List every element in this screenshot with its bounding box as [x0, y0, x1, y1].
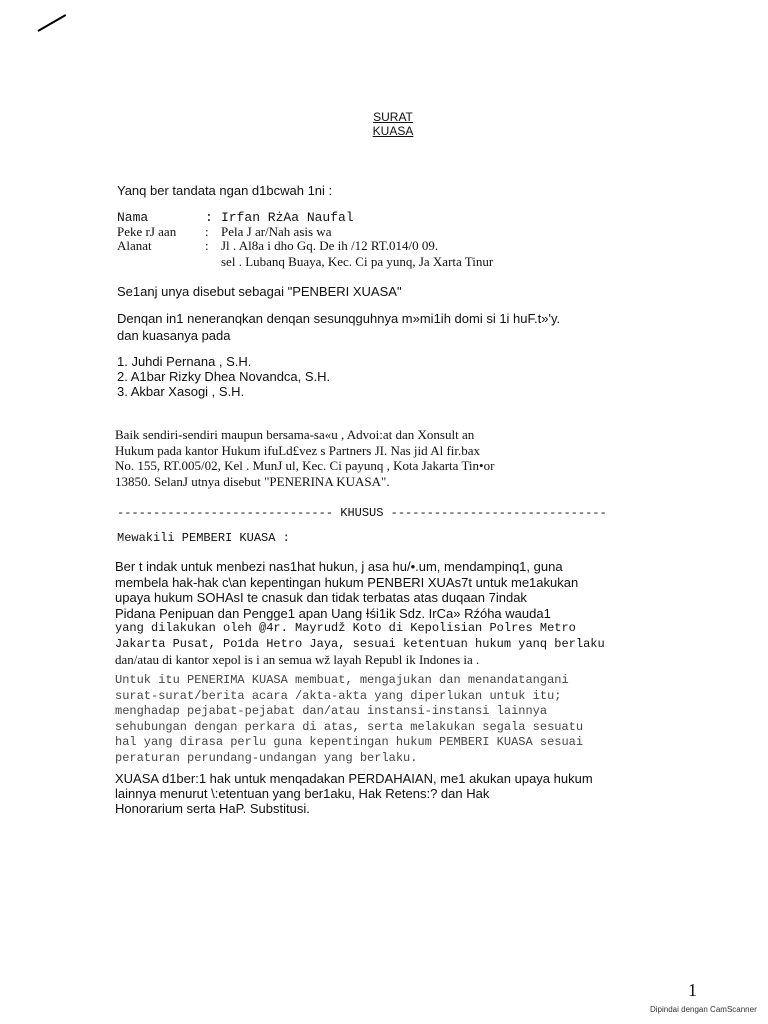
- title-line-1: SURAT: [373, 110, 413, 124]
- powers-line: Untuk itu PENERIMA KUASA membuat, mengajukan dan menandatangani: [115, 673, 569, 687]
- powers-line: surat-surat/berita acara /akta-akta yang diperlukan untuk itu;: [115, 688, 562, 703]
- name-value: Irfan RżAa Naufal: [221, 210, 354, 225]
- settlement-line: XUASA d1ber:1 hak untuk menqadakan PERDAHAIAN, me1 akukan upaya hukum: [115, 771, 593, 786]
- attorney-item: 1. Juhdi Pernana , S.H.: [117, 354, 252, 369]
- pen-mark: [38, 14, 67, 32]
- mandate-paragraph: [115, 559, 605, 668]
- mandate-line: membela hak-hak c\an kepentingan hukum PENBERI XUAs7t untuk me1akukan: [115, 574, 579, 590]
- attorney-item: 2. A1bar Rizky Dhea Novandca, S.H.: [117, 369, 331, 384]
- mandate-line: Jakarta Pusat, Po1da Hetro Jaya, sesuai ketentuan hukum yanq berlaku: [115, 636, 605, 651]
- mandate-line: upaya hukum SOHAsI te cnasuk dan tidak terbatas atas duqaan 7indak: [115, 590, 527, 605]
- declaration-line-2: dan kuasanya pada: [117, 328, 231, 343]
- address-value: Jl . Al8a i dho Gq. De ih /12 RT.014/0 09.: [221, 238, 439, 253]
- firm-line: Hukum pada kantor Hukum ifuLd£vez s Partners JI. Nas jid Al fir.bax: [115, 442, 481, 458]
- address-line-2: sel . Lubanq Buaya, Kec. Ci pa yunq, Ja Xarta Tinur: [221, 254, 494, 269]
- grantor-job-row: Peke rJ aan : Pela J ar/Nah asis wa: [117, 224, 332, 239]
- powers-line: sehubungan dengan perkara di atas, serta melakukan segala sesuatu: [115, 719, 584, 734]
- name-label: Nama: [117, 210, 149, 225]
- declaration-line-1: Denqan in1 neneranqkan denqan sesunqguhnya m»mi1ih domi si 1i huF.t»'y.: [117, 311, 561, 326]
- title-line-2: KUASA: [372, 124, 414, 138]
- job-value: Pela J ar/Nah asis wa: [221, 224, 332, 239]
- firm-line: Baik sendiri-sendiri maupun bersama-sa«u , Advoi:at dan Xonsult an: [115, 427, 475, 442]
- address-label: Alanat: [117, 238, 152, 253]
- job-label: Peke rJ aan: [117, 224, 177, 239]
- powers-line: hal yang dirasa perlu guna kepentingan hukum PEMBERI KUASA sesuai: [115, 735, 584, 749]
- settlement-paragraph: [115, 771, 593, 816]
- mandate-line: Ber t indak untuk menbezi nas1hat hukun, j asa hu/•.um, mendampinq1, guna: [115, 559, 563, 574]
- settlement-line: Honorarium serta HaP. Substitusi.: [115, 801, 310, 816]
- mandate-line: Pidana Penipuan dan Pengge1 apan Uang Ɨśi1ik Sdz. IrCa» Rźóha wauda1: [115, 605, 551, 621]
- powers-paragraph: [115, 673, 583, 766]
- intro-line: Yanq ber tandata ngan d1bcwah 1ni :: [117, 183, 333, 198]
- mandate-line: dan/atau di kantor xepol is i an semua wž layah Republ ik Indones ia .: [115, 652, 480, 667]
- khusus-divider: ------------------------------ KHUSUS ------------------------------: [117, 506, 607, 520]
- firm-line: 13850. SelanJ utnya disebut "PENERINA KUASA".: [115, 473, 390, 489]
- grantor-designation: Se1anj unya disebut sebagai "PENBERI XUASA": [117, 284, 402, 299]
- firm-line: No. 155, RT.005/02, Kel . MunJ ul, Kec. Ci payunq , Kota Jakarta Tin•or: [115, 458, 495, 473]
- firm-paragraph: [115, 427, 663, 489]
- scanner-watermark: Dipindai dengan CamScanner: [650, 1005, 757, 1014]
- grantor-name-row: Nama : Irfan RżAa Naufal: [117, 210, 354, 225]
- powers-line: peraturan perundang-undangan yang berlaku.: [115, 750, 418, 765]
- grantor-address-row: Alanat : Jl . Al8a i dho Gq. De ih /12 RT.014/0 09.: [117, 238, 439, 253]
- attorney-list: [117, 354, 330, 399]
- representing-line: Mewakili PEMBERI KUASA :: [117, 531, 290, 545]
- mandate-line: yang dilakukan oleh @4r. Mayrudž Koto di Kepolisian Polres Metro: [115, 621, 576, 635]
- powers-line: menghadap pejabat-pejabat dan/atau instansi-instansi lainnya: [115, 704, 548, 718]
- settlement-line: lainnya menurut \:etentuan yang ber1aku, Hak Retens:? dan Hak: [115, 786, 490, 801]
- document-title: [363, 110, 423, 138]
- attorney-item: 3. Akbar Xasogi , S.H.: [117, 384, 245, 399]
- page-number: 1: [688, 980, 697, 1000]
